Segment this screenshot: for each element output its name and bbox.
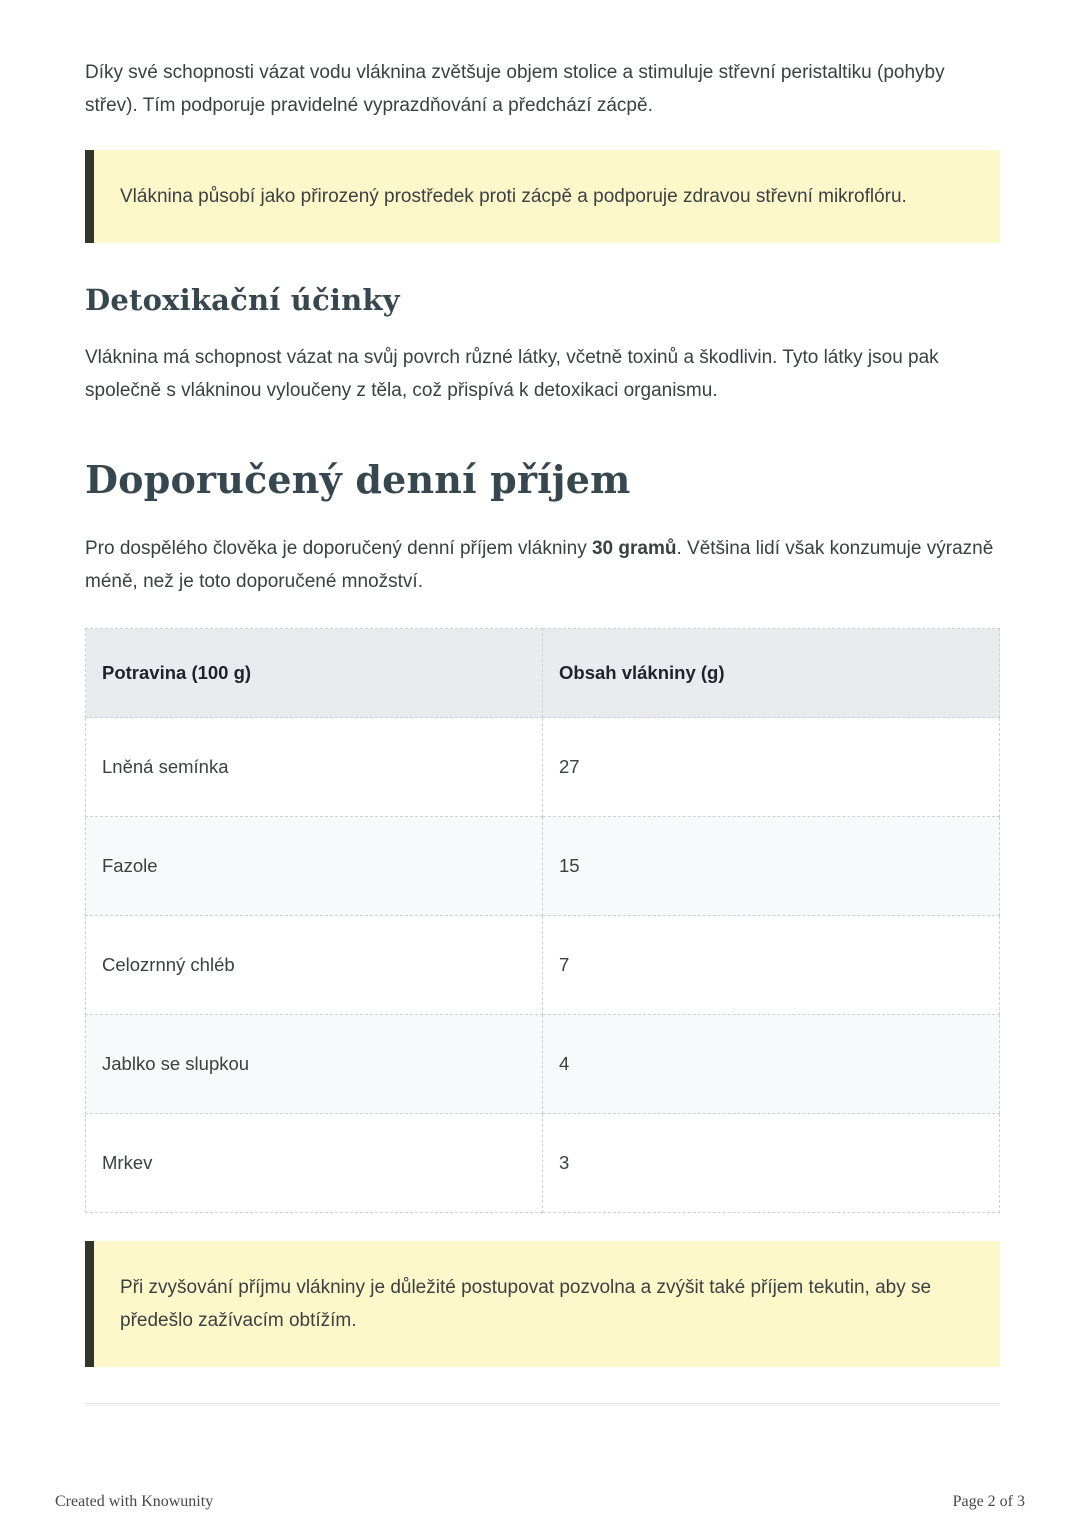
fiber-value-cell: 4 (543, 1015, 1000, 1114)
table-header-row (86, 629, 1000, 718)
fiber-value-cell: 3 (543, 1114, 1000, 1213)
fiber-content-table (85, 628, 1000, 1213)
callout-box-constipation (85, 150, 1000, 243)
callout-text: Při zvyšování příjmu vlákniny je důležité postupovat pozvolna a zvýšit také příjem tekutin, aby se předešlo zažívacím obtížím. (120, 1277, 932, 1332)
callout-text: Vláknina působí jako přirozený prostředek proti zácpě a podporuje zdravou střevní mikroflóru. (120, 186, 907, 208)
heading-daily-intake: Doporučený denní příjem (85, 457, 631, 503)
callout-box-tip (85, 1241, 1000, 1367)
table-row (86, 1015, 1000, 1114)
food-name-cell: Fazole (86, 817, 543, 916)
intro-paragraph: Díky své schopnosti vázat vodu vláknina zvětšuje objem stolice a stimuluje střevní peristaltiku (pohyby střev). Tím podporuje pravidelné vyprazdňování a předchází zácpě. (85, 62, 945, 117)
detox-paragraph: Vláknina má schopnost vázat na svůj povrch různé látky, včetně toxinů a škodlivin. Tyto látky jsou pak společně s vlákninou vyloučeny z těla, což přispívá k detoxikaci organismu. (85, 347, 939, 402)
food-name-cell: Celozrnný chléb (86, 916, 543, 1015)
footer-page-number: Page 2 of 3 (952, 1493, 1025, 1510)
food-name-cell: Mrkev (86, 1114, 543, 1213)
page-footer (0, 1493, 1080, 1511)
table-row (86, 1114, 1000, 1213)
footer-branding: Created with Knowunity (55, 1493, 214, 1510)
table-row (86, 817, 1000, 916)
intake-text-end: . Většina lidí však konzumuje výrazně méně, než je toto doporučené množství. (85, 538, 994, 593)
fiber-value-cell: 15 (543, 817, 1000, 916)
intake-text-bold: 30 gramů (591, 538, 677, 560)
fiber-value-cell: 27 (543, 718, 1000, 817)
heading-detox-effects: Detoxikační účinky (85, 283, 400, 318)
column-header-fiber: Obsah vlákniny (g) (543, 629, 1000, 718)
column-header-food: Potravina (100 g) (86, 629, 543, 718)
footer-divider (85, 1403, 1000, 1406)
table-row (86, 916, 1000, 1015)
food-name-cell: Jablko se slupkou (86, 1015, 543, 1114)
intake-paragraph (85, 532, 1000, 598)
food-name-cell: Lněná semínka (86, 718, 543, 817)
intake-text-start: Pro dospělého člověka je doporučený denní příjem vlákniny (85, 538, 592, 560)
fiber-value-cell: 7 (543, 916, 1000, 1015)
table-row (86, 718, 1000, 817)
